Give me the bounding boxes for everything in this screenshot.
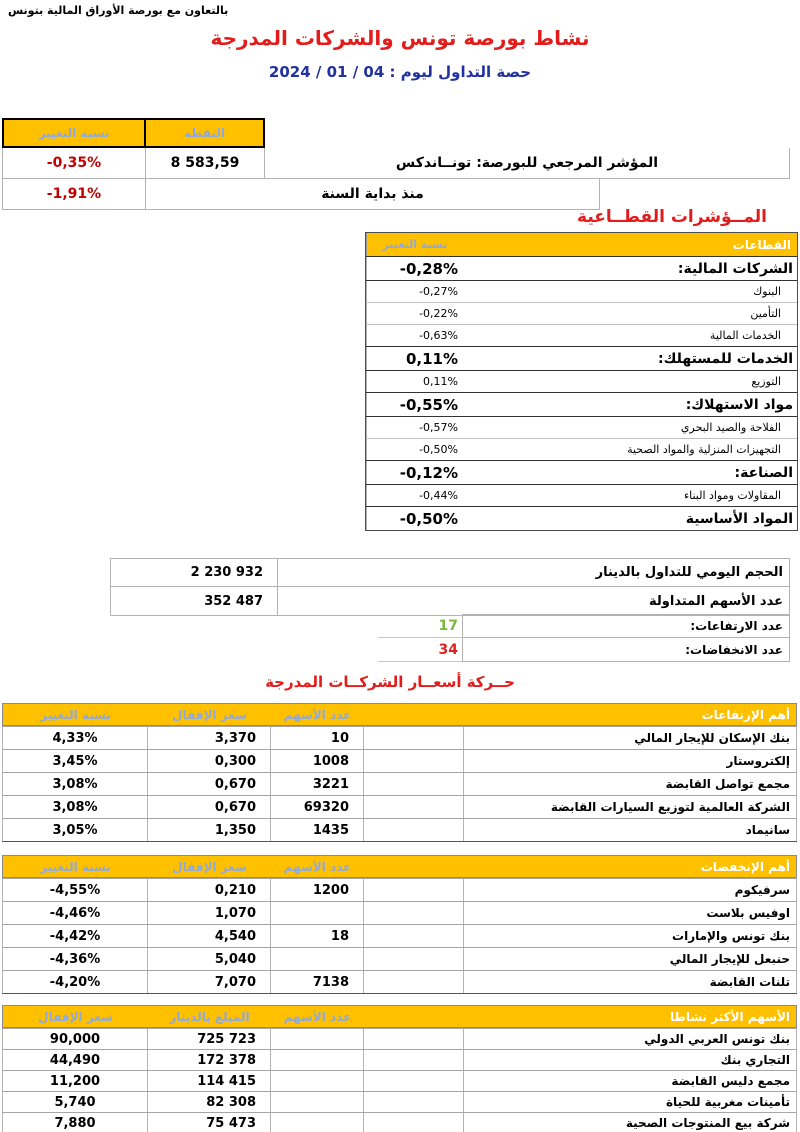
stock-row: [2, 901, 797, 924]
shares-col-header: عدد الأسهم: [283, 707, 352, 722]
shares-cell: 1008: [270, 750, 363, 772]
change-cell: 3,45%: [2, 750, 147, 772]
company-name: التجاري بنك: [463, 1050, 797, 1070]
sector-label: المواد الأساسية: [685, 510, 793, 527]
amount-cell: 75 473: [147, 1113, 270, 1132]
shares-cell: 1200: [270, 879, 363, 901]
spacer-cell: [363, 925, 463, 947]
spacer-cell: [364, 856, 464, 877]
company-name: بنك تونس العربي الدولي: [463, 1029, 797, 1049]
spacer-cell: [363, 727, 463, 749]
shares-cell: [270, 1050, 363, 1070]
stock-row: [2, 1112, 797, 1132]
close-price-col-header: سعر الإقفال: [172, 707, 247, 722]
index-row-label: المؤشر المرجعي للبورصة: تونــاندكس: [265, 148, 790, 179]
close-cell: 0,210: [147, 879, 270, 901]
amount-cell: 82 308: [147, 1092, 270, 1112]
sector-label: الصناعة:: [734, 464, 793, 481]
close-price-col-header: سعر الإقفال: [172, 859, 247, 874]
close-cell: 0,670: [147, 773, 270, 795]
index-ytd-change-value: -1,91%: [2, 179, 146, 210]
spacer-cell: [363, 879, 463, 901]
top-declines-title: أهم الإنخفضات: [700, 859, 790, 874]
amount-dinar-col-header: المبلغ بالدينار: [169, 1009, 250, 1024]
shares-cell: 69320: [270, 796, 363, 818]
sector-row: [366, 302, 797, 324]
sector-row: [366, 370, 797, 392]
spacer-cell: [363, 971, 463, 993]
stock-row: [2, 924, 797, 947]
most-active-title: الأسهم الأكثر نشاطا: [670, 1009, 790, 1024]
close-cell: 5,740: [2, 1092, 147, 1112]
change-col-header: نسبة التغيير: [40, 859, 111, 874]
sector-label: مواد الاستهلاك:: [685, 396, 793, 413]
close-cell: 3,370: [147, 727, 270, 749]
change-cell: -4,20%: [2, 971, 147, 993]
close-cell: 1,350: [147, 819, 270, 841]
spacer-cell: [364, 704, 464, 725]
index-point-value: 8 583,59: [146, 148, 265, 179]
company-name: تلنات القابضة: [463, 971, 797, 993]
company-name: إلكتروستار: [463, 750, 797, 772]
sector-label: التجهيزات المنزلية والمواد الصحية: [627, 443, 781, 456]
index-row-ytd: [2, 179, 790, 210]
top-declines-table: [2, 855, 797, 994]
amount-cell: 114 415: [147, 1071, 270, 1091]
shares-cell: 10: [270, 727, 363, 749]
shares-traded-value: 352 487: [110, 587, 278, 616]
sector-table: [365, 232, 798, 531]
change-cell: -4,46%: [2, 902, 147, 924]
top-declines-header-row: [2, 855, 797, 878]
shares-cell: 3221: [270, 773, 363, 795]
spacer-cell: [363, 773, 463, 795]
sector-label: المقاولات ومواد البناء: [683, 489, 781, 502]
stock-row: [2, 772, 797, 795]
close-cell: 7,070: [147, 971, 270, 993]
spacer-cell: [363, 796, 463, 818]
sector-change-value: -0,22%: [366, 303, 463, 324]
company-name: حنبعل للإيجار المالي: [463, 948, 797, 970]
declines-count-label: عدد الانخفاضات:: [462, 638, 790, 662]
spacer-cell: [363, 750, 463, 772]
rises-count-row: [378, 614, 790, 638]
company-name: شركة بيع المنتوجات الصحية: [463, 1113, 797, 1132]
sector-label: الشركات المالية:: [677, 260, 793, 277]
sector-change-value: -0,50%: [366, 439, 463, 460]
stock-row: [2, 795, 797, 818]
sector-change-value: 0,11%: [366, 371, 463, 392]
company-name: مجمع تواصل القابضة: [463, 773, 797, 795]
sector-row: [366, 324, 797, 346]
company-name: مجمع دليس القابضة: [463, 1071, 797, 1091]
index-table: [2, 118, 790, 210]
close-cell: 44,490: [2, 1050, 147, 1070]
sector-change-value: -0,57%: [366, 417, 463, 438]
stock-row: [2, 878, 797, 901]
movement-section-title: حــركة أسعــار الشركــات المدرجة: [265, 673, 515, 691]
shares-cell: 18: [270, 925, 363, 947]
sector-change-value: -0,50%: [366, 507, 463, 530]
shares-cell: [270, 1071, 363, 1091]
amount-cell: 172 378: [147, 1050, 270, 1070]
shares-cell: [270, 1092, 363, 1112]
sector-change-column-header: نسبة التغيير: [366, 233, 463, 256]
sector-change-value: 0,11%: [366, 347, 463, 370]
change-cell: 4,33%: [2, 727, 147, 749]
sector-row: [366, 506, 797, 530]
sector-label: الخدمات للمستهلك:: [657, 350, 793, 367]
index-change-value: -0,35%: [2, 148, 146, 179]
close-price-col-header: سعر الإقفال: [38, 1009, 113, 1024]
sectors-column-header: القطاعات: [732, 237, 791, 252]
close-cell: 4,540: [147, 925, 270, 947]
stock-row: [2, 1070, 797, 1091]
shares-cell: 7138: [270, 971, 363, 993]
spacer-cell: [363, 819, 463, 841]
sector-row: [366, 346, 797, 370]
spacer-cell: [363, 1050, 463, 1070]
sector-change-value: -0,55%: [366, 393, 463, 416]
top-rises-header-row: [2, 703, 797, 726]
point-column-header: النقطة: [146, 118, 265, 148]
top-rises-title: أهم الإرتفاعات: [701, 707, 790, 722]
most-active-header-row: [2, 1005, 797, 1028]
sector-change-value: -0,12%: [366, 461, 463, 484]
shares-cell: [270, 902, 363, 924]
shares-traded-row: [110, 587, 790, 616]
spacer-cell: [363, 1113, 463, 1132]
close-cell: 0,670: [147, 796, 270, 818]
change-col-header: نسبة التغيير: [40, 707, 111, 722]
shares-col-header: عدد الأسهم: [283, 859, 352, 874]
change-cell: 3,08%: [2, 796, 147, 818]
shares-cell: [270, 948, 363, 970]
spacer-cell: [363, 1092, 463, 1112]
index-ytd-label: منذ بداية السنة: [146, 179, 600, 210]
most-active-table: [2, 1005, 797, 1132]
change-cell: -4,42%: [2, 925, 147, 947]
company-name: سرفيكوم: [463, 879, 797, 901]
shares-cell: [270, 1113, 363, 1132]
stock-row: [2, 1049, 797, 1070]
change-cell: 3,08%: [2, 773, 147, 795]
declines-count-row: [378, 638, 790, 662]
stock-row: [2, 970, 797, 993]
sector-label: التوزيع: [751, 375, 781, 388]
page-title: نشاط بورصة تونس والشركات المدرجة: [210, 26, 590, 50]
rises-count-label: عدد الارتفاعات:: [462, 614, 790, 638]
close-cell: 7,880: [2, 1113, 147, 1132]
close-cell: 1,070: [147, 902, 270, 924]
spacer-cell: [363, 902, 463, 924]
close-cell: 11,200: [2, 1071, 147, 1091]
volume-row: [110, 558, 790, 587]
sector-label: الفلاحة والصيد البحري: [680, 421, 781, 434]
change-cell: -4,55%: [2, 879, 147, 901]
shares-cell: [270, 1029, 363, 1049]
sector-change-value: -0,28%: [366, 257, 463, 280]
rises-count-value: 17: [378, 614, 462, 638]
sector-row: [366, 256, 797, 280]
stock-row: [2, 726, 797, 749]
daily-volume-label: الحجم اليومي للتداول بالدينار: [278, 558, 790, 587]
daily-volume-value: 2 230 932: [110, 558, 278, 587]
company-name: بنك تونس والإمارات: [463, 925, 797, 947]
stock-row: [2, 818, 797, 841]
index-table-header-row: [2, 118, 790, 148]
close-cell: 0,300: [147, 750, 270, 772]
stock-row: [2, 947, 797, 970]
spacer-cell: [364, 1006, 464, 1027]
company-name: الشركة العالمية لتوزيع السيارات القابضة: [463, 796, 797, 818]
sector-label: التأمين: [750, 307, 781, 320]
sector-table-header-row: [366, 233, 797, 256]
company-name: سانيماد: [463, 819, 797, 841]
rise-decline-counts: [378, 614, 790, 662]
daily-summary-table: [110, 558, 790, 616]
stock-row: [2, 1091, 797, 1112]
change-cell: -4,36%: [2, 948, 147, 970]
shares-cell: 1435: [270, 819, 363, 841]
company-name: تأمينات مغربية للحياة: [463, 1092, 797, 1112]
sector-change-value: -0,27%: [366, 281, 463, 302]
amount-cell: 725 723: [147, 1029, 270, 1049]
top-rises-table: [2, 703, 797, 842]
company-name: اوفيس بلاست: [463, 902, 797, 924]
change-percent-column-header: نسبة التغيير: [2, 118, 146, 148]
sector-change-value: -0,63%: [366, 325, 463, 346]
sector-row: [366, 392, 797, 416]
shares-col-header: عدد الأسهم: [283, 1009, 352, 1024]
change-cell: 3,05%: [2, 819, 147, 841]
close-cell: 90,000: [2, 1029, 147, 1049]
declines-count-value: 34: [378, 638, 462, 662]
sector-row: [366, 416, 797, 438]
index-row-tunindex: [2, 148, 790, 179]
company-name: بنك الإسكان للإيجار المالي: [463, 727, 797, 749]
stock-row: [2, 749, 797, 772]
sector-row: [366, 280, 797, 302]
sector-label: البنوك: [753, 285, 781, 298]
sector-change-value: -0,44%: [366, 485, 463, 506]
sector-row: [366, 438, 797, 460]
sector-row: [366, 484, 797, 506]
sector-section-title: المــؤشرات القطــاعية: [577, 207, 767, 227]
session-date-subtitle: حصة التداول ليوم : 04 / 01 / 2024: [268, 63, 532, 81]
spacer-cell: [363, 1071, 463, 1091]
close-cell: 5,040: [147, 948, 270, 970]
spacer-cell: [363, 1029, 463, 1049]
attribution-text: بالتعاون مع بورصة الأوراق المالية بتونس: [8, 4, 229, 17]
shares-traded-label: عدد الأسهم المتداولة: [278, 587, 790, 616]
sector-label: الخدمات المالية: [709, 329, 781, 342]
sector-row: [366, 460, 797, 484]
stock-row: [2, 1028, 797, 1049]
spacer-cell: [363, 948, 463, 970]
